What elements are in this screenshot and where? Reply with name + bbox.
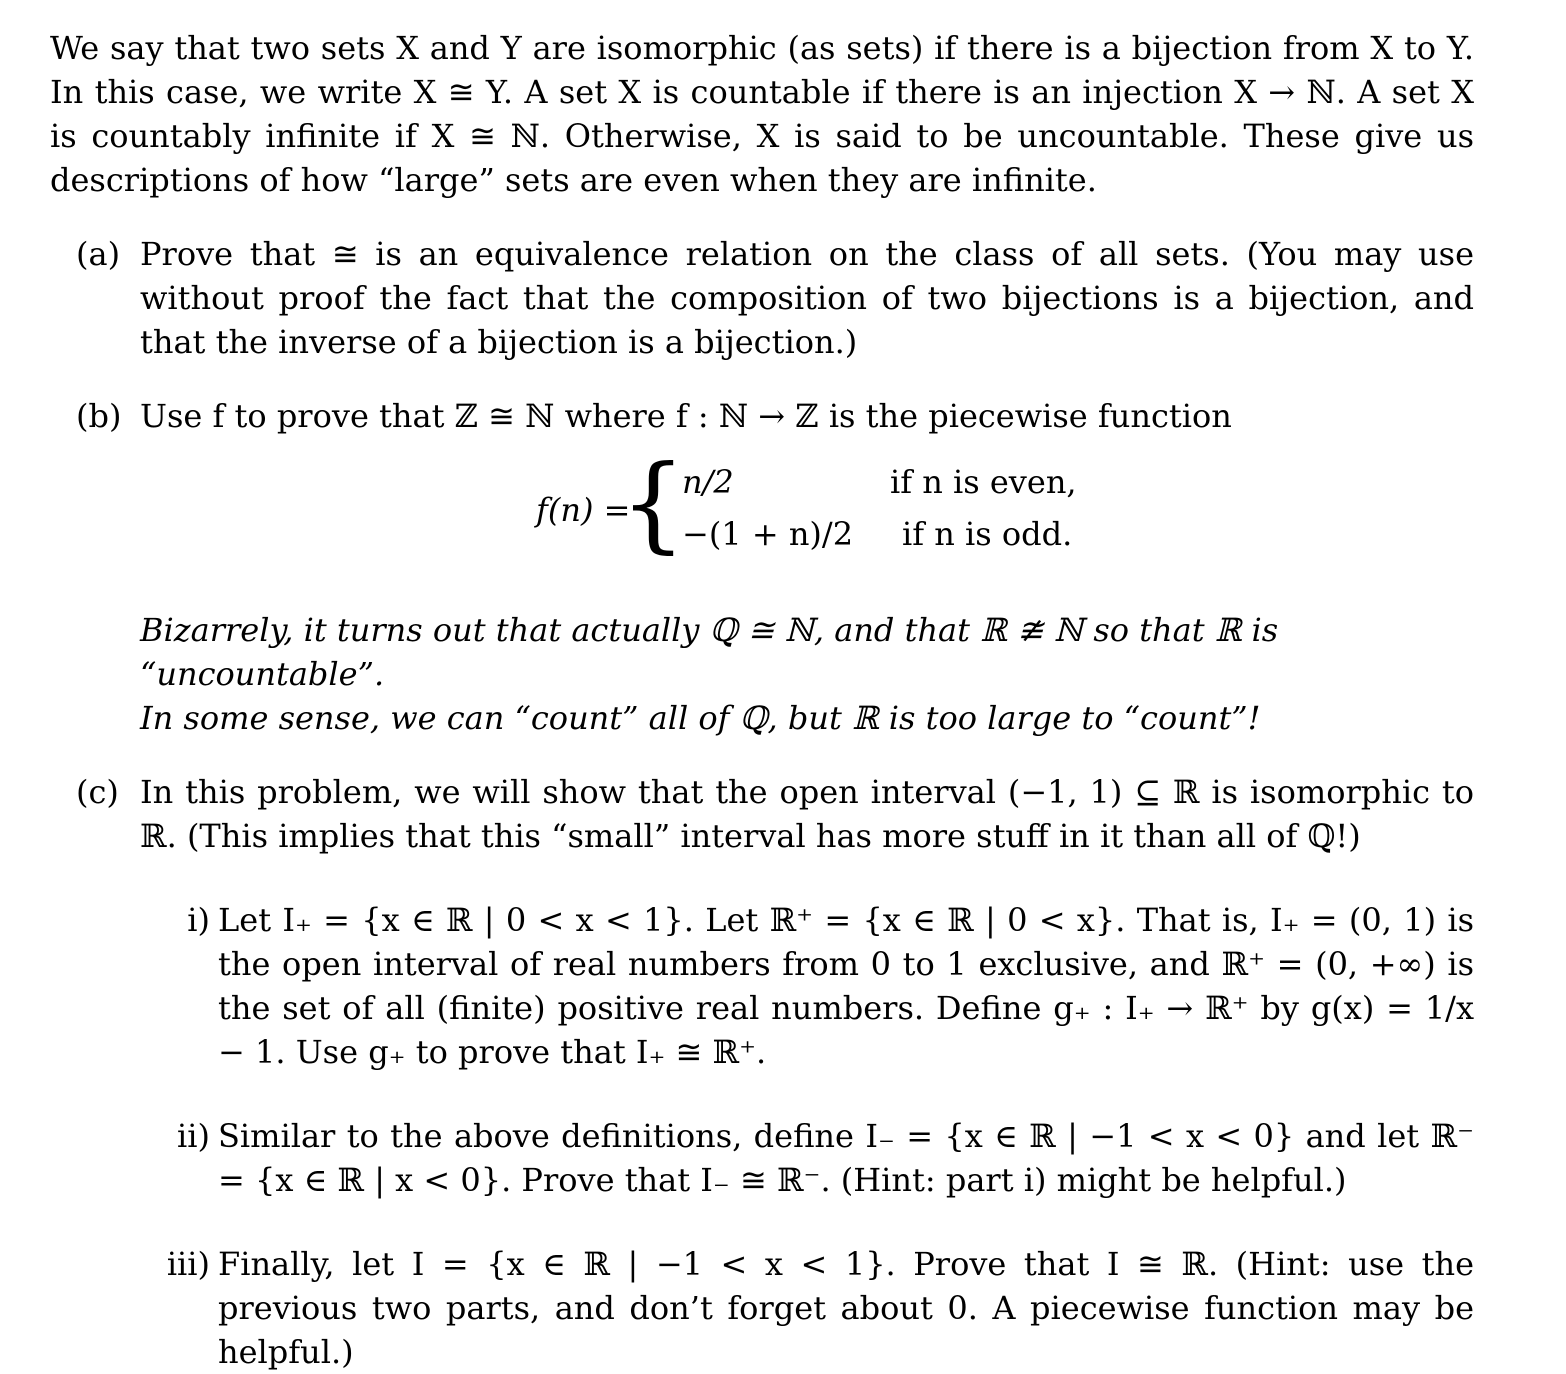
part-c-ii-text: Similar to the above definitions, define I₋ = {x ∈ ℝ | −1 < x < 0} and let ℝ⁻ = {x ∈ ℝ | x < 0}. Prove that I₋ ≅ ℝ⁻. (Hint: part i) might be helpful.) xyxy=(218,1117,1474,1199)
part-a xyxy=(50,232,1474,364)
part-c xyxy=(50,770,1474,858)
piecewise-function xyxy=(536,442,1480,570)
left-brace: { xyxy=(620,442,687,564)
part-c-iii-label: iii) xyxy=(166,1245,210,1283)
part-b-text: Use f to prove that ℤ ≅ ℕ where f : ℕ → ℤ is the piecewise function xyxy=(140,397,1232,435)
case-odd-condition: if n is odd. xyxy=(902,515,1073,553)
part-c-ii xyxy=(50,1114,1474,1202)
note-line-1: Bizarrely, it turns out that actually ℚ ≅ ℕ, and that ℝ ≇ ℕ so that ℝ is “uncountable”. xyxy=(140,611,1279,693)
countability-note xyxy=(50,608,1474,740)
part-b-label: (b) xyxy=(76,397,122,435)
part-c-text: In this problem, we will show that the open interval (−1, 1) ⊆ ℝ is isomorphic to ℝ. (This implies that this “small” interval has more stuff in it than all of ℚ!) xyxy=(140,773,1474,855)
part-c-ii-label: ii) xyxy=(177,1117,210,1155)
part-c-iii-text: Finally, let I = {x ∈ ℝ | −1 < x < 1}. Prove that I ≅ ℝ. (Hint: use the previous two parts, and don’t forget about 0. A piecewise function may be helpful.) xyxy=(218,1245,1474,1371)
part-a-label: (a) xyxy=(76,235,121,273)
part-c-label: (c) xyxy=(76,773,119,811)
intro-paragraph: We say that two sets X and Y are isomorphic (as sets) if there is a bijection from X to Y. In this case, we write X ≅ Y. A set X is countable if there is an injection X → ℕ. A set X is countably infinite if X ≅ ℕ. Otherwise, X is said to be uncountable. These give us descriptions of how “large” sets are even when they are infinite. xyxy=(50,29,1474,199)
case-even-expression: n/2 xyxy=(682,463,734,501)
note-line-2: In some sense, we can “count” all of ℚ, but ℝ is too large to “count”! xyxy=(140,699,1261,737)
case-odd-expression: −(1 + n)/2 xyxy=(682,515,854,553)
part-b xyxy=(50,394,1474,438)
part-a-text: Prove that ≅ is an equivalence relation on the class of all sets. (You may use without proof the fact that the composition of two bijections is a bijection, and that the inverse of a bijection is a bijection.) xyxy=(140,235,1474,361)
part-c-i xyxy=(50,898,1474,1074)
problem-sheet xyxy=(50,26,1480,1374)
part-c-i-label: i) xyxy=(187,901,210,939)
piecewise-lhs: f(n) = xyxy=(536,491,631,529)
part-c-i-text: Let I₊ = {x ∈ ℝ | 0 < x < 1}. Let ℝ⁺ = {x ∈ ℝ | 0 < x}. That is, I₊ = (0, 1) is the open interval of real numbers from 0 to 1 exclusive, and ℝ⁺ = (0, +∞) is the set of all (finite) positive real numbers. Define g₊ : I₊ → ℝ⁺ by g(x) = 1/x − 1. Use g₊ to prove that I₊ ≅ ℝ⁺. xyxy=(218,901,1474,1071)
part-c-iii xyxy=(50,1242,1474,1374)
case-even-condition: if n is even, xyxy=(890,463,1077,501)
